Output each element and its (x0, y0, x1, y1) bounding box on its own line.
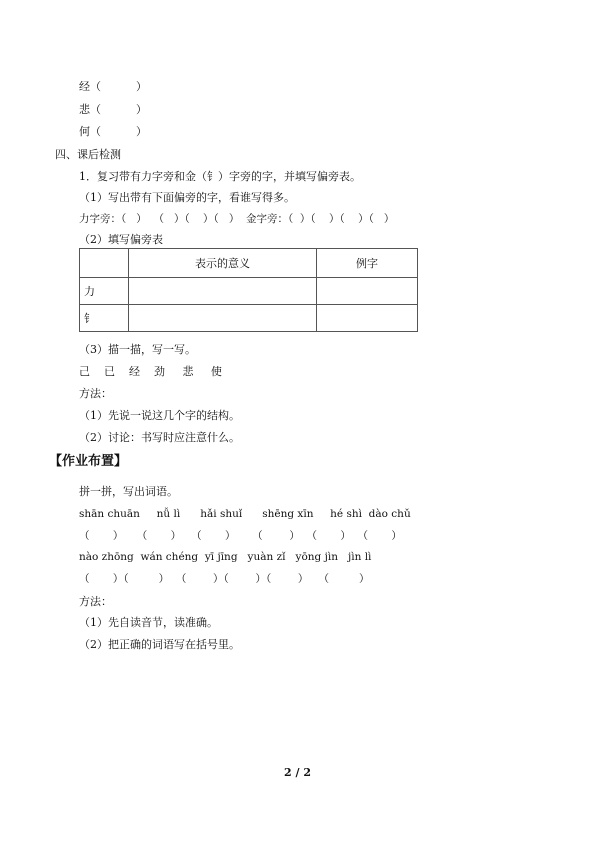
table-cell-example (317, 305, 418, 332)
radical-blanks-line: 力字旁：（ ） （ ）（ ）（ ） 金字旁：（ ）（ ）（ ）（ ） (79, 213, 395, 225)
sub-task-2: （2）填写偏旁表 (79, 233, 163, 246)
trace-characters: 己 已 经 劲 悲 使 (79, 365, 222, 378)
table-header-row (80, 249, 418, 278)
method-step-1: （1）先说一说这几个字的结构。 (79, 409, 240, 422)
section-title: 四、课后检测 (55, 148, 121, 161)
pinyin-row-2: nào zhōng wán chéng yī jīng yuàn zǐ yōng jìn jìn lì (79, 551, 372, 563)
table-cell-radical: 力 (80, 278, 129, 305)
homework-method-label: 方法： (79, 595, 112, 608)
homework-intro: 拼一拼，写出词语。 (79, 485, 178, 498)
pinyin-row-1: shān chuān nǚ lì hǎi shuǐ shēng xīn hé shì dào chǔ (79, 508, 411, 520)
method-step-2: （2）讨论：书写时应注意什么。 (79, 431, 240, 444)
sub-task-3: （3）描一描，写一写。 (79, 343, 196, 356)
table-header-meaning: 表示的意义 (129, 249, 317, 278)
table-cell-meaning (129, 305, 317, 332)
table-row (80, 278, 418, 305)
table-cell-example (317, 278, 418, 305)
table-cell-meaning (129, 278, 317, 305)
bracket-row-1: （ ） （ ） （ ） （ ） （ ） （ ） (79, 530, 402, 542)
char-line-jing: 经（ ） (79, 80, 147, 93)
task-1: 1．复习带有力字旁和金（钅）字旁的字，并填写偏旁表。 (79, 170, 361, 183)
homework-method-1: （1）先自读音节，读准确。 (79, 616, 218, 629)
table-header-example: 例字 (317, 249, 418, 278)
homework-method-2: （2）把正确的词语写在括号里。 (79, 638, 240, 651)
table-header-cell (80, 249, 129, 278)
char-line-he: 何（ ） (79, 125, 147, 138)
radical-table (79, 248, 418, 332)
page-number: 2 / 2 (284, 766, 311, 779)
table-row (80, 305, 418, 332)
method-label: 方法： (79, 387, 112, 400)
homework-title: 【作业布置】 (49, 454, 128, 469)
table-cell-radical: 钅 (80, 305, 129, 332)
bracket-row-2: （ ）（ ） （ ）（ ）（ ） （ ） (79, 573, 370, 585)
sub-task-1: （1）写出带有下面偏旁的字，看谁写得多。 (79, 191, 295, 204)
char-line-bei: 悲（ ） (79, 103, 147, 116)
